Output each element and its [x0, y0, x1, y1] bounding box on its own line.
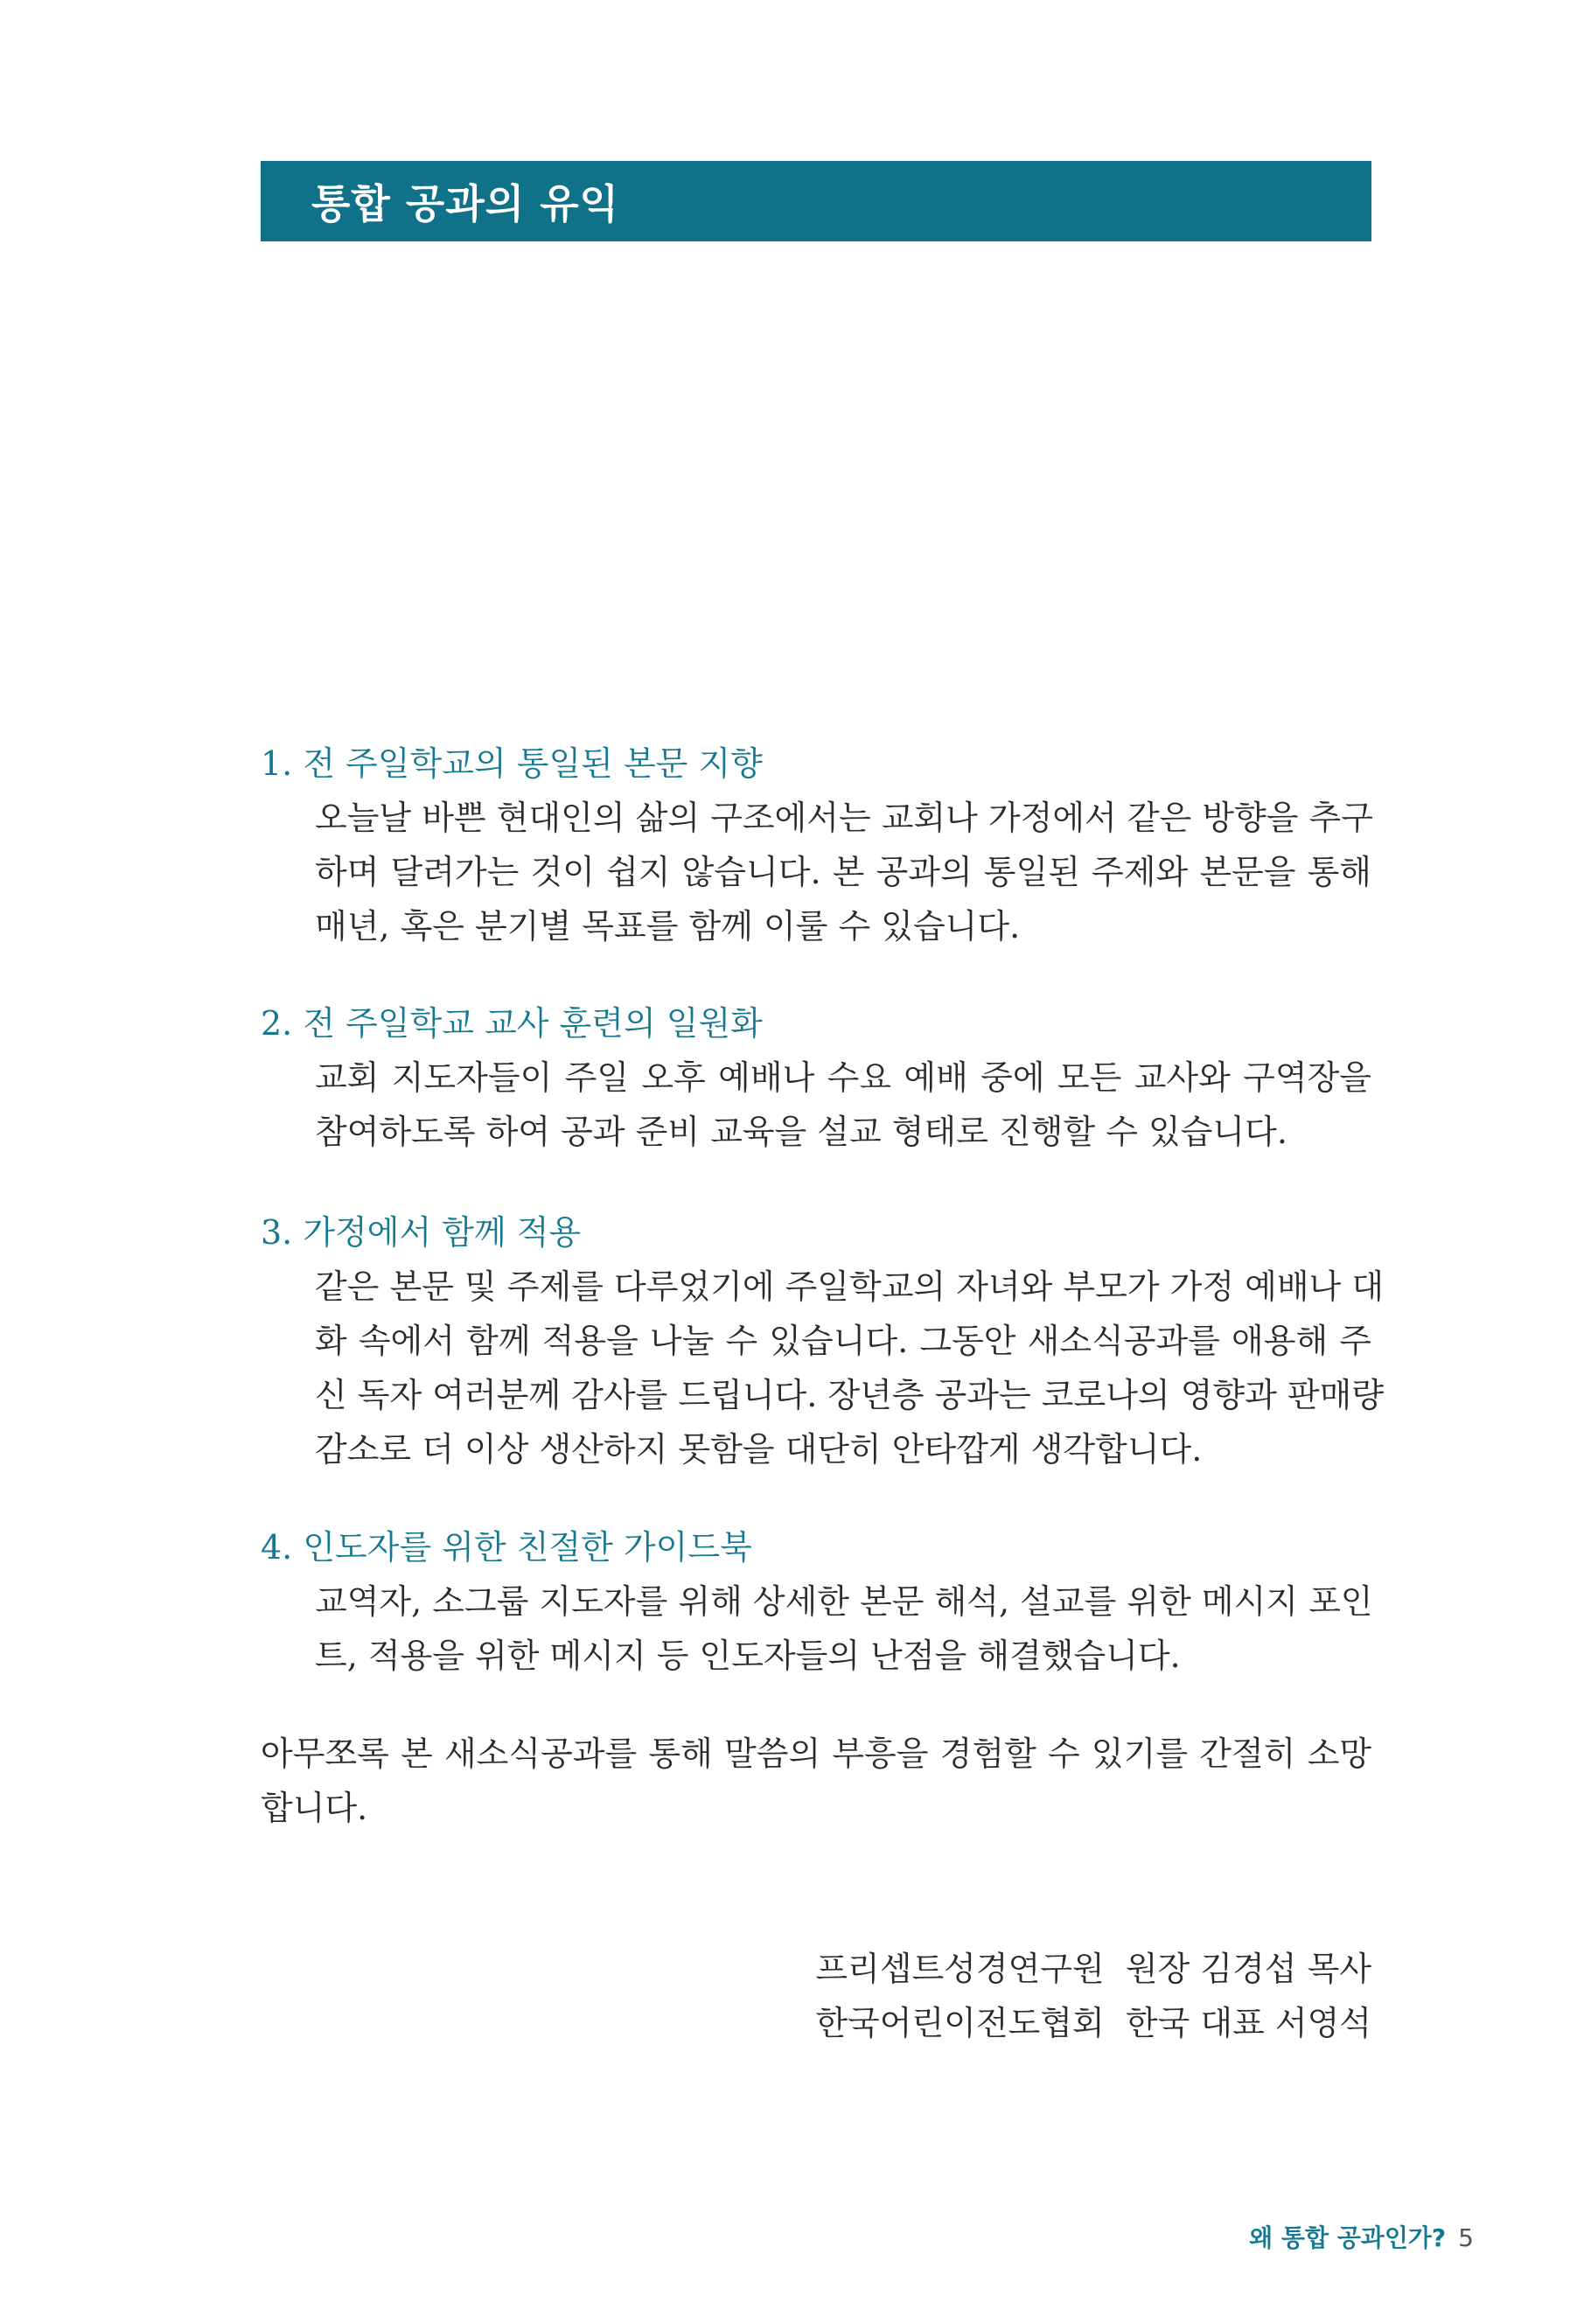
benefit-section-2 [261, 996, 1371, 1159]
benefit-heading: 1. 전 주일학교의 통일된 본문 지향 [261, 744, 763, 783]
body-line: 교회 지도자들이 주일 오후 예배나 수요 예배 중에 모든 교사와 구역장을 [315, 1058, 1371, 1097]
signature-block [815, 1942, 1371, 2050]
benefit-body [261, 791, 1371, 953]
body-line: 교역자, 소그룹 지도자를 위해 상세한 본문 해석, 설교를 위한 메시지 포인 [315, 1582, 1373, 1621]
body-line: 화 속에서 함께 적용을 나눌 수 있습니다. 그동안 새소식공과를 애용해 주 [315, 1322, 1371, 1360]
benefit-heading: 4. 인도자를 위한 친절한 가이드북 [261, 1528, 752, 1567]
benefit-body [261, 1574, 1371, 1683]
section-title-banner [261, 161, 1371, 241]
body-line: 오늘날 바쁜 현대인의 삶의 구조에서는 교회나 가정에서 같은 방향을 추구 [315, 799, 1373, 837]
closing-line: 아무쪼록 본 새소식공과를 통해 말씀의 부흥을 경험할 수 있기를 간절히 소망 [261, 1734, 1371, 1773]
body-line: 같은 본문 및 주제를 다루었기에 주일학교의 자녀와 부모가 가정 예배나 대 [315, 1267, 1385, 1306]
running-footer-title: 왜 통합 공과인가? [1249, 2223, 1447, 2252]
body-line: 참여하도록 하여 공과 준비 교육을 설교 형태로 진행할 수 있습니다. [315, 1113, 1287, 1151]
signature-line-2: 한국어린이전도협회 한국 대표 서영석 [815, 2004, 1371, 2042]
benefit-section-3 [261, 1205, 1385, 1476]
page-title: 통합 공과의 유익 [311, 180, 620, 227]
body-line: 신 독자 여러분께 감사를 드립니다. 장년층 공과는 코로나의 영향과 판매량 [315, 1376, 1385, 1414]
benefit-body [261, 1260, 1385, 1476]
body-line: 매년, 혹은 분기별 목표를 함께 이룰 수 있습니다. [315, 907, 1021, 946]
body-line: 하며 달려가는 것이 쉽지 않습니다. 본 공과의 통일된 주제와 본문을 통해 [315, 853, 1371, 891]
signature-line-1: 프리셉트성경연구원 원장 김경섭 목사 [815, 1950, 1371, 1988]
benefit-heading: 2. 전 주일학교 교사 훈련의 일원화 [261, 1004, 763, 1043]
benefit-heading: 3. 가정에서 함께 적용 [261, 1213, 582, 1252]
benefit-body [261, 1050, 1371, 1159]
closing-line: 합니다. [261, 1789, 368, 1827]
body-line: 감소로 더 이상 생산하지 못함을 대단히 안타깝게 생각합니다. [315, 1430, 1203, 1469]
closing-paragraph [261, 1727, 1371, 1835]
page-number: 5 [1458, 2223, 1474, 2252]
benefit-section-4 [261, 1520, 1371, 1683]
page-footer [1249, 2219, 1474, 2254]
body-line: 트, 적용을 위한 메시지 등 인도자들의 난점을 해결했습니다. [315, 1637, 1181, 1675]
benefit-section-1 [261, 736, 1371, 953]
